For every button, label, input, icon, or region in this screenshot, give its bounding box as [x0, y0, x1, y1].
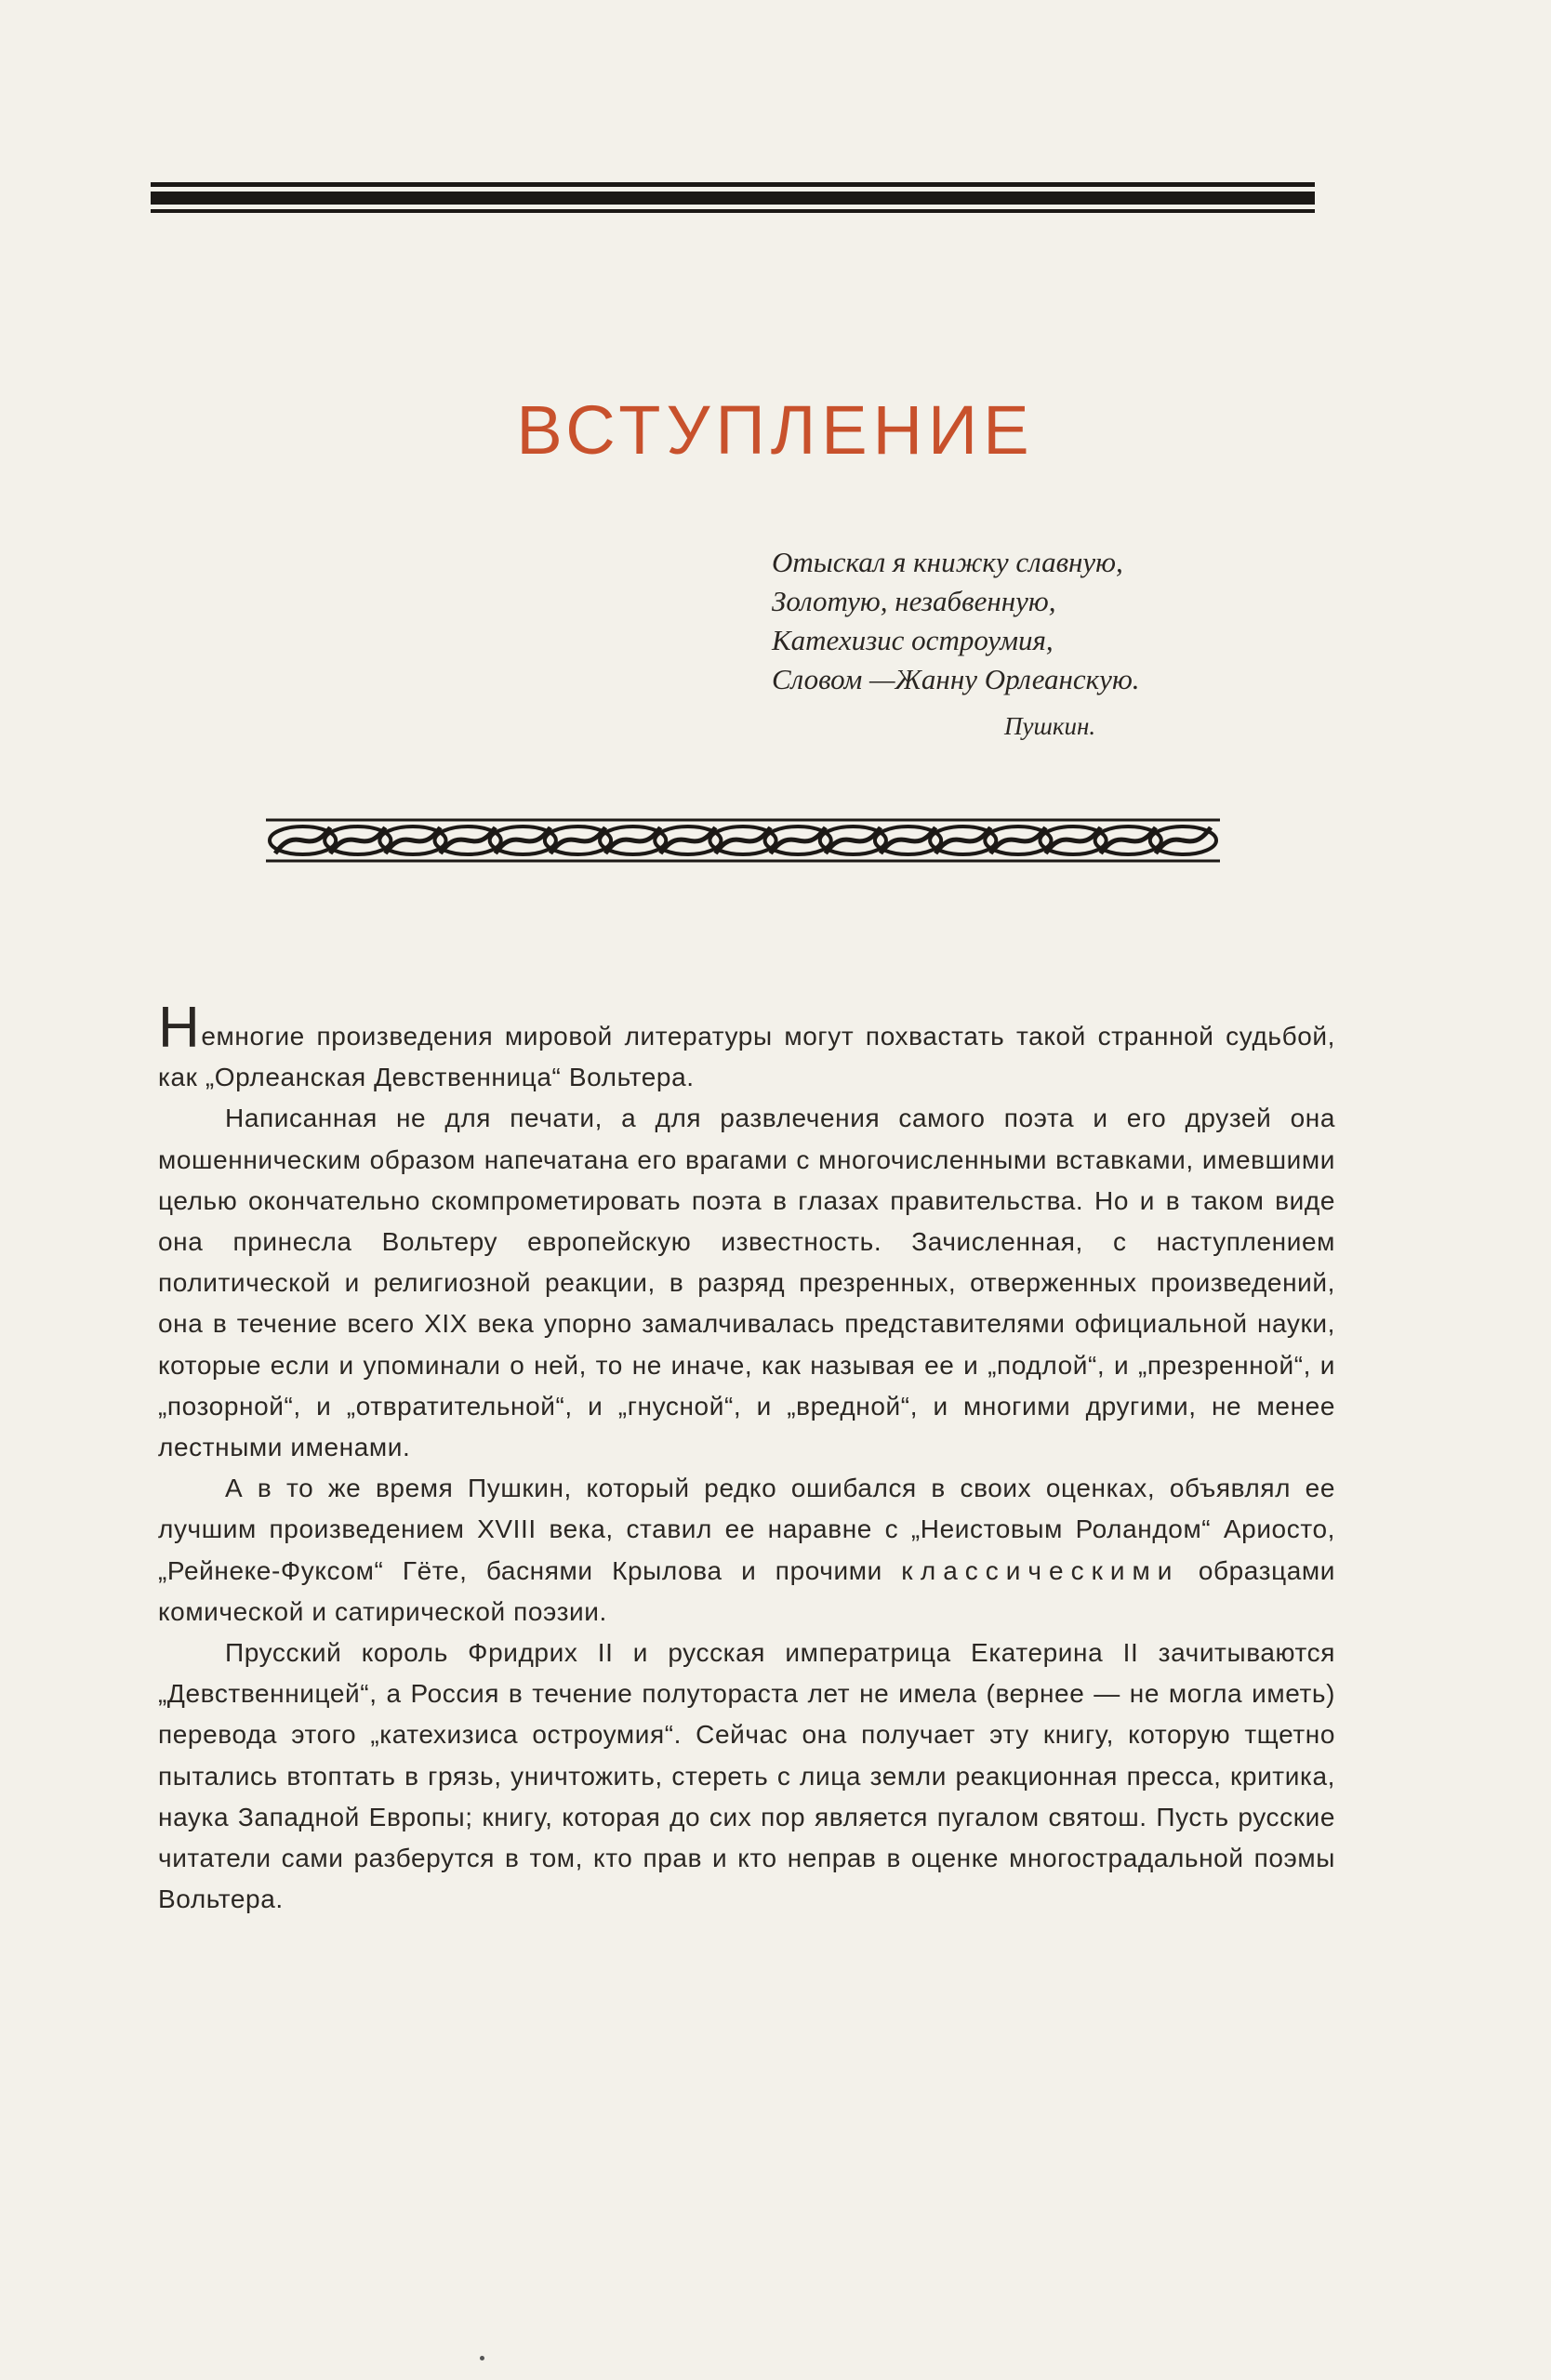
epigraph-author: Пушкин. — [1004, 712, 1096, 740]
print-speck — [480, 2356, 484, 2360]
paragraph: Написанная не для печати, а для развлечения самого поэта и его друзей она мошенническим образом напечатана его врагами с многочисленными вставками, имевшими целью окончательно скомпрометировать поэта в глазах правительства. Но и в таком виде она принесла Вольтеру европейскую известность. Зачисленная, с наступлением политической и религиозной реакции, в разряд презренных, отверженных произведений, она в течение всего XIX века упорно замалчивалась представителями официальной науки, которые если и упоминали о ней, то не иначе, как называя ее и „подлой“, и „презренной“, и „позорной“, и „отвратительной“, и „гнусной“, и „вредной“, и многими другими, не менее лестными именами. — [158, 1104, 1335, 1462]
epigraph-line: Отыскал я книжку славную, — [772, 546, 1123, 578]
epigraph-line: Золотую, незабвенную, — [772, 585, 1056, 617]
top-decorative-rule — [151, 182, 1315, 218]
ornamental-divider — [257, 816, 1229, 865]
epigraph-line: Катехизис остроумия, — [772, 624, 1054, 656]
paragraph: Прусский король Фридрих II и русская императрица Екатерина II зачитываются „Девственницей“, а Россия в течение полутораста лет не имела (вернее — не могла иметь) перевода этого „катехизиса остроумия“. Сейчас она получает эту книгу, которую тщетно пытались втоптать в грязь, уничтожить, стереть с лица земли реакционная пресса, критика, наука Западной Европы; книгу, которая до сих пор является пугалом святош. Пусть русские читатели сами разберутся в том, кто прав и кто неправ в оценке многострадальной поэмы Вольтера. — [158, 1638, 1335, 1914]
chapter-title: ВСТУПЛЕНИЕ — [516, 391, 1035, 469]
epigraph — [772, 543, 1292, 746]
epigraph-line: Словом —Жанну Орлеанскую. — [772, 663, 1140, 695]
drop-cap: Н — [158, 996, 201, 1060]
paragraph: Немногие произведения мировой литературы могут похвастать такой странной судьбой, как „Орлеанская Девственница“ Вольтера. — [158, 996, 1335, 1092]
paragraph: А в то же время Пушкин, который редко ошибался в своих оценках, объявлял ее лучшим произведением XVIII века, ставил ее наравне с „Неистовым Роландом“ Ариосто, „Рейнеке-Фуксом“ Гёте, баснями Крылова и прочими классическими образцами комической и сатирической поэзии. — [158, 1474, 1336, 1626]
body-text — [158, 996, 1336, 1920]
